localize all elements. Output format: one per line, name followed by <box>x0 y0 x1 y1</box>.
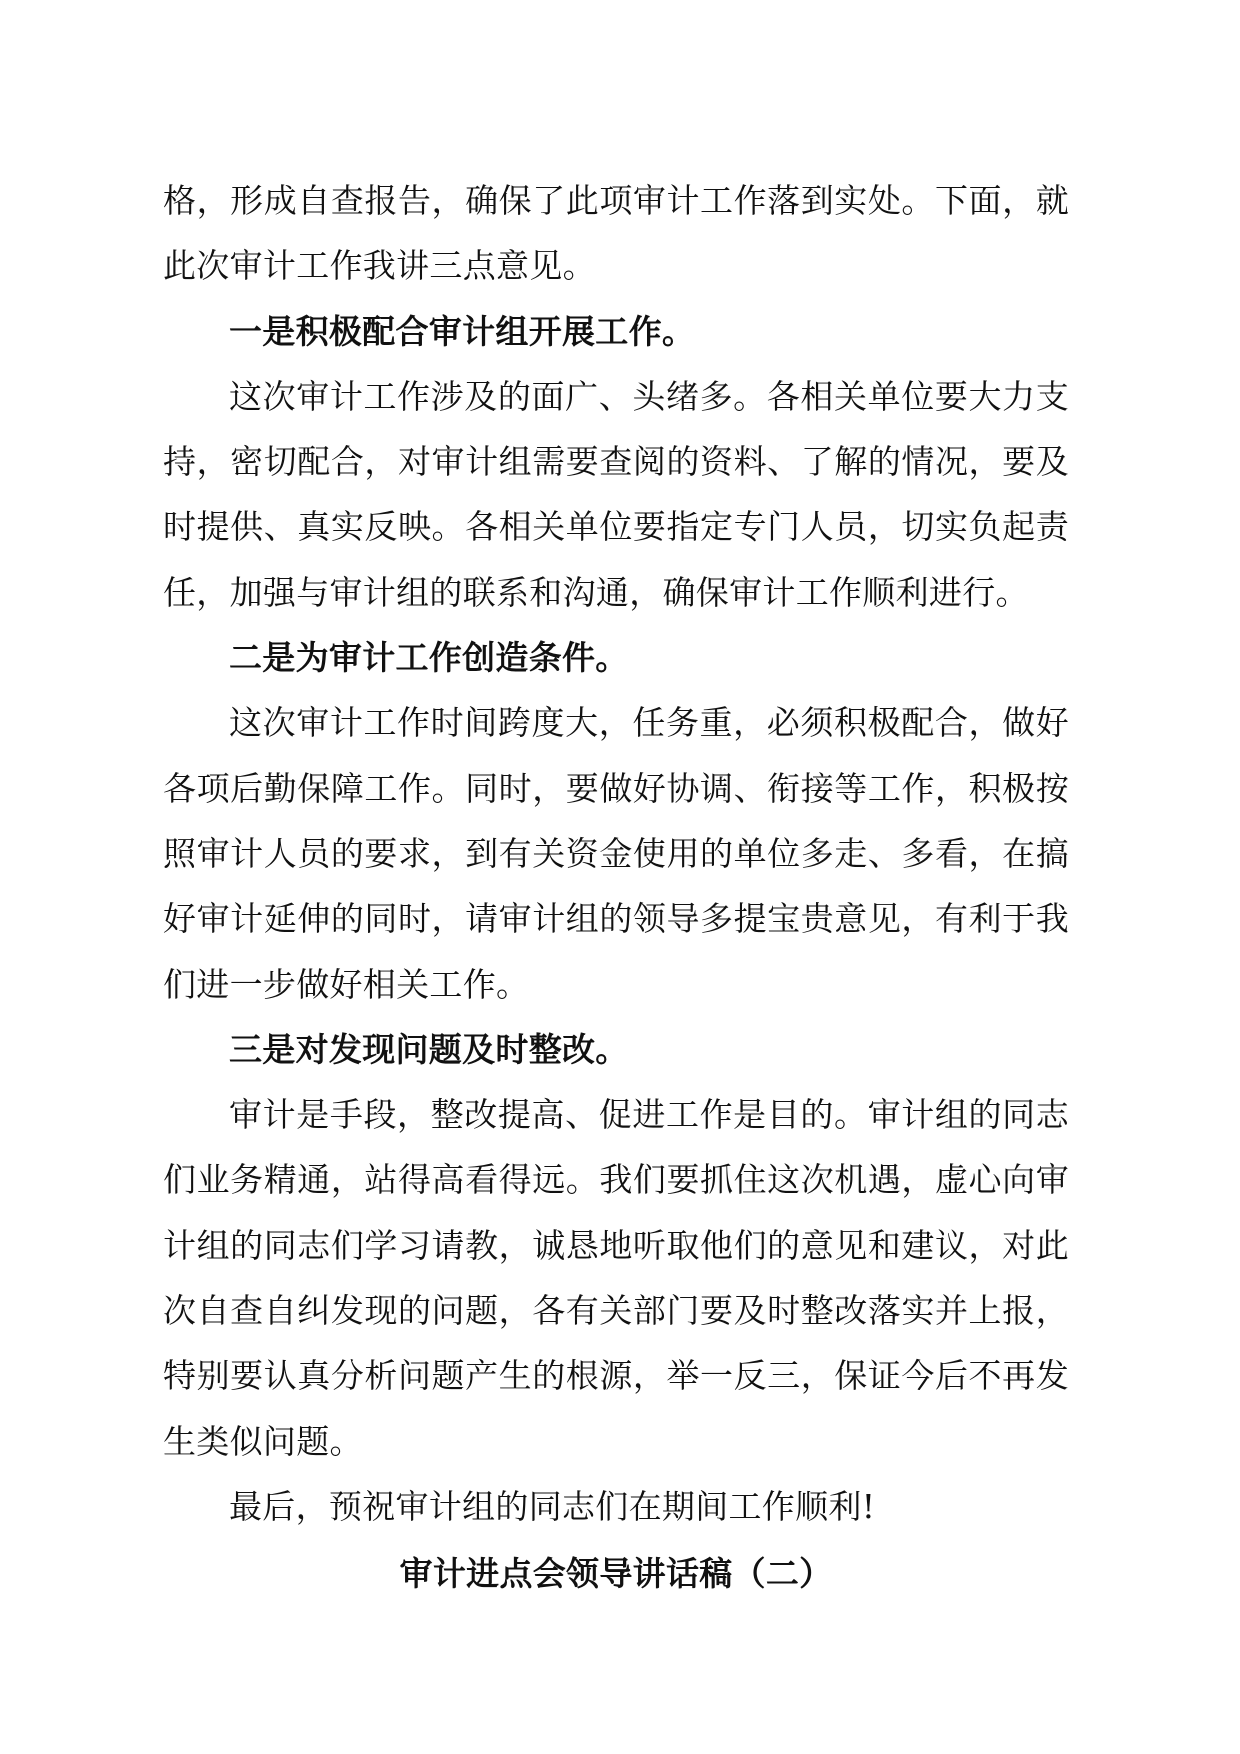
paragraph-3: 审计是手段，整改提高、促进工作是目的。审计组的同志们业务精通，站得高看得远。我们要抓住这次机遇，虚心向审计组的同志们学习请教，诚恳地听取他们的意见和建议，对此次自查自纠发现的问题，各有关部门要及时整改落实并上报，特别要认真分析问题产生的根源，举一反三，保证今后不再发生类似问题。 <box>163 1095 1069 1461</box>
paragraph-2: 这次审计工作时间跨度大，任务重，必须积极配合，做好各项后勤保障工作。同时，要做好协调、衔接等工作，积极按照审计人员的要求，到有关资金使用的单位多走、多看，在搞好审计延伸的同时，请审计组的领导多提宝贵意见，有利于我们进一步做好相关工作。 <box>163 703 1069 1004</box>
paragraph-1: 这次审计工作涉及的面广、头绪多。各相关单位要大力支持，密切配合，对审计组需要查阅的资料、了解的情况，要及时提供、真实反映。各相关单位要指定专门人员，切实负起责任，加强与审计组的联系和沟通，确保审计工作顺利进行。 <box>163 376 1069 612</box>
next-document-title: 审计进点会领导讲话稿（二） <box>399 1554 833 1594</box>
section-heading-1: 一是积极配合审计组开展工作。 <box>229 311 696 351</box>
closing-paragraph: 最后，预祝审计组的同志们在期间工作顺利! <box>229 1486 876 1526</box>
section-heading-2: 二是为审计工作创造条件。 <box>229 638 629 678</box>
paragraph-continuation: 格，形成自查报告，确保了此项审计工作落到实处。下面，就此次审计工作我讲三点意见。 <box>163 181 1069 286</box>
document-body <box>163 168 1069 1607</box>
section-heading-3: 三是对发现问题及时整改。 <box>229 1029 629 1069</box>
